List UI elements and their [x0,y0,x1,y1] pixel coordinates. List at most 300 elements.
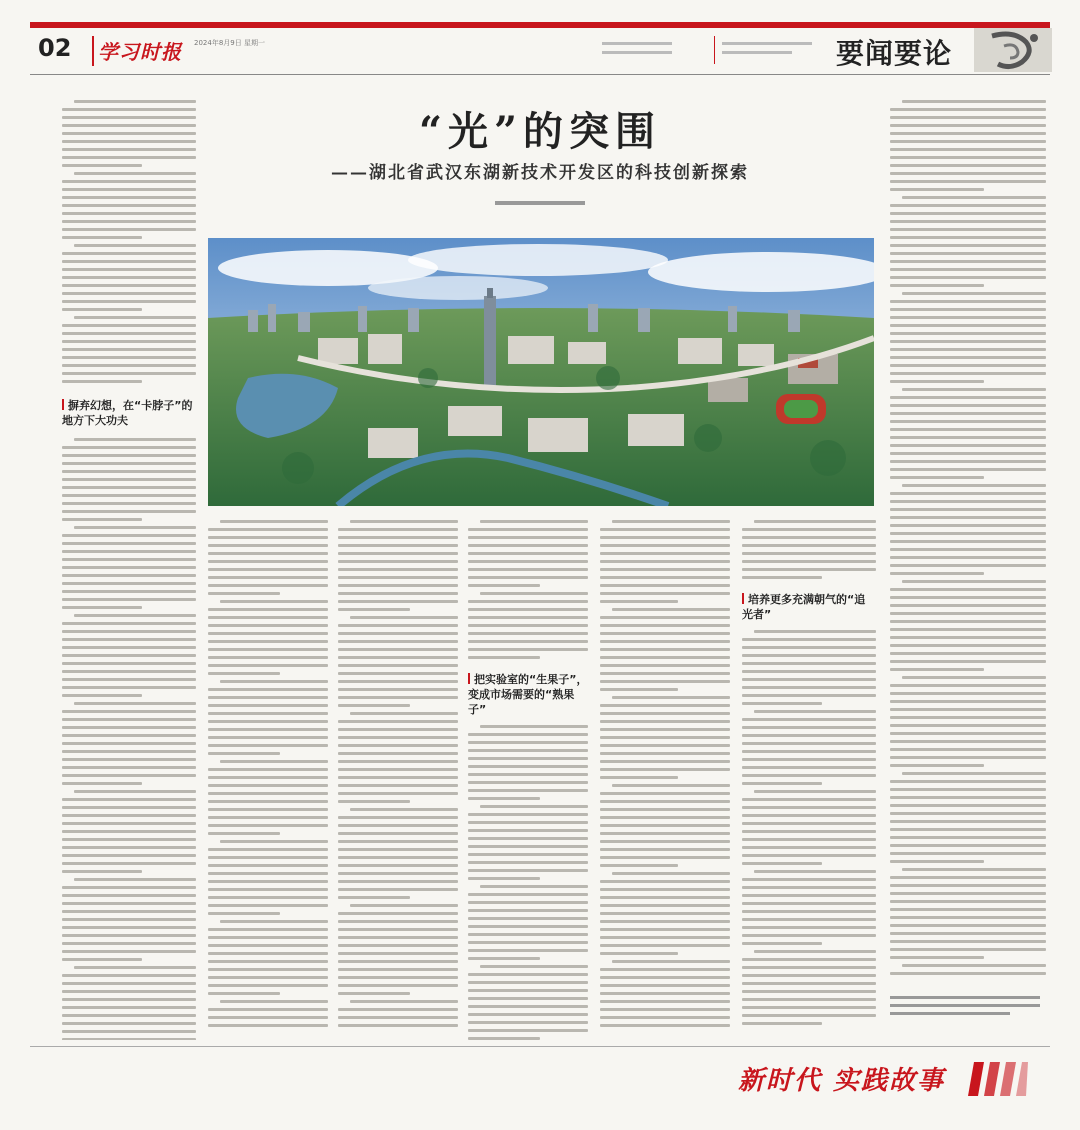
body-text-line [890,652,1046,655]
body-text-line [208,528,328,531]
body-text-line [338,864,458,867]
body-text-line [742,926,876,929]
body-text-line [890,612,1046,615]
body-text-line [600,656,730,659]
body-text-line [338,680,458,683]
body-text-line [338,696,458,699]
body-text-line [208,832,280,835]
body-text-line [480,805,588,808]
body-text-line [220,600,328,603]
body-text-line [890,132,1046,135]
body-text-line [338,648,458,651]
body-text-line [890,644,1046,647]
body-text-line [338,856,458,859]
body-text-line [890,420,1046,423]
body-text-line [62,630,196,633]
body-text-line [742,910,876,913]
body-text-line [62,782,142,785]
body-text-line [74,614,196,617]
body-text-line [208,936,328,939]
body-text-line [890,284,984,287]
body-text-line [62,276,196,279]
body-text-line [208,880,328,883]
body-text-line [208,1008,328,1011]
body-text-line [742,998,876,1001]
body-text-line [890,636,1046,639]
body-text-line [468,957,540,960]
body-text-line [338,568,458,571]
body-text-line [208,976,328,979]
body-text-line [62,902,196,905]
body-text-line [62,196,196,199]
text-column-5 [600,520,730,1040]
body-text-line [468,757,588,760]
article-title: “光”的突围 [418,108,661,155]
body-text-line [468,853,588,856]
body-text-line [62,558,196,561]
body-text-line [62,300,196,303]
body-text-line [74,702,196,705]
body-text-line [338,600,458,603]
body-text-line [890,324,1046,327]
body-text-line [600,664,730,667]
body-text-line [890,716,1046,719]
body-text-line [62,446,196,449]
body-text-line [890,460,1046,463]
body-text-line [890,844,1046,847]
body-text-line [208,992,280,995]
body-text-line [62,862,196,865]
body-text-line [890,748,1046,751]
body-text-line [468,917,588,920]
body-text-line [338,608,410,611]
body-text-line [742,974,876,977]
body-text-line [208,648,328,651]
body-text-line [208,968,328,971]
body-text-line [208,816,328,819]
body-text-line [62,894,196,897]
body-text-line [480,885,588,888]
body-text-line [612,608,730,611]
body-text-line [350,808,458,811]
body-text-line [600,888,730,891]
body-text-line [600,624,730,627]
body-text-line [742,862,822,865]
body-text-line [890,532,1046,535]
body-text-line [208,752,280,755]
body-text-line [62,566,196,569]
body-text-line [208,784,328,787]
body-text-line [600,760,730,763]
body-text-line [208,776,328,779]
body-text-line [208,824,328,827]
body-text-line [600,704,730,707]
body-text-line [62,188,196,191]
body-text-line [890,268,1046,271]
body-text-line [890,940,1046,943]
body-text-line [468,1021,588,1024]
body-text-line [480,725,588,728]
body-text-line [468,861,588,864]
body-text-line [208,912,280,915]
body-text-line [468,877,540,880]
body-text-line [754,710,876,713]
body-text-line [62,870,142,873]
body-text-line [62,486,196,489]
body-text-line [338,848,458,851]
body-text-line [62,982,196,985]
body-text-line [62,846,196,849]
body-text-line [890,628,1046,631]
body-text-line [62,598,196,601]
text-column-2 [208,520,328,1040]
body-text-line [468,536,588,539]
body-text-line [208,576,328,579]
body-text-line [220,1000,328,1003]
body-text-line [208,712,328,715]
body-text-line [890,148,1046,151]
body-text-line [338,584,458,587]
body-text-line [62,502,196,505]
body-text-line [338,624,458,627]
body-text-line [600,904,730,907]
body-text-line [890,212,1046,215]
body-text-line [350,1000,458,1003]
body-text-line [468,528,588,531]
body-text-line [890,812,1046,815]
body-text-line [742,1006,876,1009]
body-text-line [62,236,142,239]
body-text-line [62,830,196,833]
body-text-line [742,966,876,969]
body-text-line [742,846,876,849]
body-text-line [338,784,458,787]
body-text-line [208,672,280,675]
body-text-line [208,1024,328,1027]
body-text-line [62,228,196,231]
body-text-line [208,704,328,707]
body-text-line [62,766,196,769]
body-text-line [600,808,730,811]
body-text-line [890,924,1046,927]
body-text-line [338,888,458,891]
body-text-line [600,976,730,979]
body-text-line [74,244,196,247]
body-text-line [62,116,196,119]
body-text-line [338,576,458,579]
body-text-line [600,736,730,739]
body-text-line [600,600,678,603]
section-heading-2: 把实验室的“生果子”，变成市场需要的“熟果子” [468,673,588,716]
body-text-line [208,560,328,563]
body-text-line [338,968,458,971]
body-text-line [742,902,876,905]
body-text-line [480,592,588,595]
body-text-line [468,1037,540,1040]
body-text-line [350,520,458,523]
article-subtitle: ——湖北省武汉东湖新技术开发区的科技创新探索 [331,163,749,183]
body-text-line [62,204,196,207]
body-text-line [600,632,730,635]
body-text-line [890,308,1046,311]
body-text-line [62,518,142,521]
body-text-line [468,893,588,896]
body-text-line [600,688,678,691]
body-text-line [600,752,730,755]
body-text-line [338,952,458,955]
body-text-line [62,454,196,457]
body-text-line [890,252,1046,255]
body-text-line [62,822,196,825]
body-text-line [742,552,876,555]
body-text-line [742,886,876,889]
body-text-line [890,260,1046,263]
body-text-line [62,910,196,913]
body-text-line [742,838,876,841]
body-text-line [62,140,196,143]
body-text-line [338,944,458,947]
body-text-line [902,580,1046,583]
body-text-line [208,688,328,691]
body-text-line [600,728,730,731]
body-text-line [208,800,328,803]
body-text-line [600,816,730,819]
body-text-line [468,648,588,651]
body-text-line [208,904,328,907]
body-text-line [338,544,458,547]
body-text-line [890,228,1046,231]
body-text-line [468,901,588,904]
body-text-line [62,364,196,367]
body-text-line [600,880,730,883]
body-text-line [62,590,196,593]
body-text-line [208,928,328,931]
body-text-line [208,696,328,699]
body-text-line [208,656,328,659]
body-text-line [468,608,588,611]
author-note [890,996,1050,1015]
body-text-line [338,768,458,771]
body-text-line [890,188,984,191]
body-text-line [468,600,588,603]
body-text-line [742,982,876,985]
body-text-line [600,856,730,859]
body-text-line [62,606,142,609]
body-text-line [338,552,458,555]
body-text-line [890,236,1046,239]
header-rule [30,74,1050,75]
body-text-line [468,616,588,619]
body-text-line [62,926,196,929]
text-column-4b [468,520,588,1040]
header-separator [714,36,715,64]
body-text-line [890,276,1046,279]
body-text-line [338,1016,458,1019]
body-text-line [742,878,876,881]
body-text-line [600,768,730,771]
body-text-line [890,820,1046,823]
body-text-line [890,732,1046,735]
body-text-line [600,896,730,899]
body-text-line [890,876,1046,879]
body-text-line [74,790,196,793]
body-text-line [890,500,1046,503]
body-text-line [338,1024,458,1027]
body-text-line [890,916,1046,919]
body-text-line [220,680,328,683]
body-text-line [208,848,328,851]
body-text-line [890,828,1046,831]
body-text-line [220,520,328,523]
body-text-line [890,372,1046,375]
page-header [30,30,1050,76]
body-text-line [742,806,876,809]
body-text-line [742,726,876,729]
body-text-line [890,404,1046,407]
body-text-line [338,1008,458,1011]
body-text-line [742,958,876,961]
body-text-line [74,100,196,103]
body-text-line [600,568,730,571]
body-text-line [742,742,876,745]
text-column-7 [890,100,1046,990]
body-text-line [600,824,730,827]
body-text-line [208,616,328,619]
body-text-line [338,672,458,675]
body-text-line [902,964,1046,967]
body-text-line [350,712,458,715]
body-text-line [468,909,588,912]
body-text-line [208,792,328,795]
body-text-line [62,510,196,513]
body-text-line [600,592,730,595]
body-text-line [890,804,1046,807]
body-text-line [742,830,876,833]
body-text-line [890,932,1046,935]
body-text-line [468,624,588,627]
body-text-line [742,990,876,993]
body-text-line [742,750,876,753]
body-text-line [890,428,1046,431]
body-text-line [74,878,196,881]
body-text-line [62,574,196,577]
body-text-line [468,1029,588,1032]
body-text-line [742,718,876,721]
body-text-line [612,696,730,699]
body-text-line [338,664,458,667]
body-text-line [62,654,196,657]
footer-rule [30,1046,1050,1047]
body-text-line [890,124,1046,127]
header-top-bar [30,22,1050,28]
body-text-line [338,752,458,755]
body-text-line [468,869,588,872]
body-text-line [62,726,196,729]
body-text-line [468,741,588,744]
body-text-line [600,984,730,987]
body-text-line [902,484,1046,487]
body-text-line [890,764,984,767]
body-text-line [742,814,876,817]
body-text-line [468,640,588,643]
body-text-line [208,960,328,963]
body-text-line [468,949,588,952]
body-text-line [62,710,196,713]
body-text-line [890,700,1046,703]
body-text-line [754,870,876,873]
body-text-line [468,941,588,944]
body-text-line [742,694,876,697]
body-text-line [62,950,196,953]
body-text-line [62,974,196,977]
body-text-line [890,788,1046,791]
body-text-line [338,960,458,963]
body-text-line [208,744,328,747]
body-text-line [890,724,1046,727]
body-text-line [220,760,328,763]
body-text-line [890,884,1046,887]
body-text-line [208,864,328,867]
body-text-line [208,768,328,771]
body-text-line [890,516,1046,519]
body-text-line [208,944,328,947]
body-text-line [600,720,730,723]
body-text-line [338,760,458,763]
body-text-line [468,797,540,800]
body-text-line [742,678,876,681]
body-text-line [742,528,876,531]
body-text-line [338,800,410,803]
body-text-line [208,664,328,667]
body-text-line [468,933,588,936]
body-text-line [338,776,458,779]
body-text-line [742,560,876,563]
body-text-line [600,920,730,923]
body-text-line [62,148,196,151]
body-text-line [742,536,876,539]
body-text-line [62,462,196,465]
body-text-line [62,478,196,481]
body-text-line [62,284,196,287]
body-text-line [74,438,196,441]
body-text-line [890,300,1046,303]
body-text-line [62,1014,196,1017]
body-text-line [208,888,328,891]
body-text-line [62,292,196,295]
body-text-line [208,728,328,731]
body-text-line [338,912,458,915]
body-text-line [742,670,876,673]
body-text-line [468,989,588,992]
body-text-line [62,998,196,1001]
body-text-line [338,920,458,923]
body-text-line [742,646,876,649]
body-text-line [208,856,328,859]
body-text-line [890,796,1046,799]
body-text-line [468,552,588,555]
body-text-line [742,686,876,689]
body-text-line [742,702,822,705]
body-text-line [890,452,1046,455]
body-text-line [208,952,328,955]
body-text-line [62,758,196,761]
body-text-line [890,180,1046,183]
body-text-line [742,894,876,897]
body-text-line [468,765,588,768]
body-text-line [208,896,328,899]
body-text-line [62,798,196,801]
body-text-line [338,704,410,707]
